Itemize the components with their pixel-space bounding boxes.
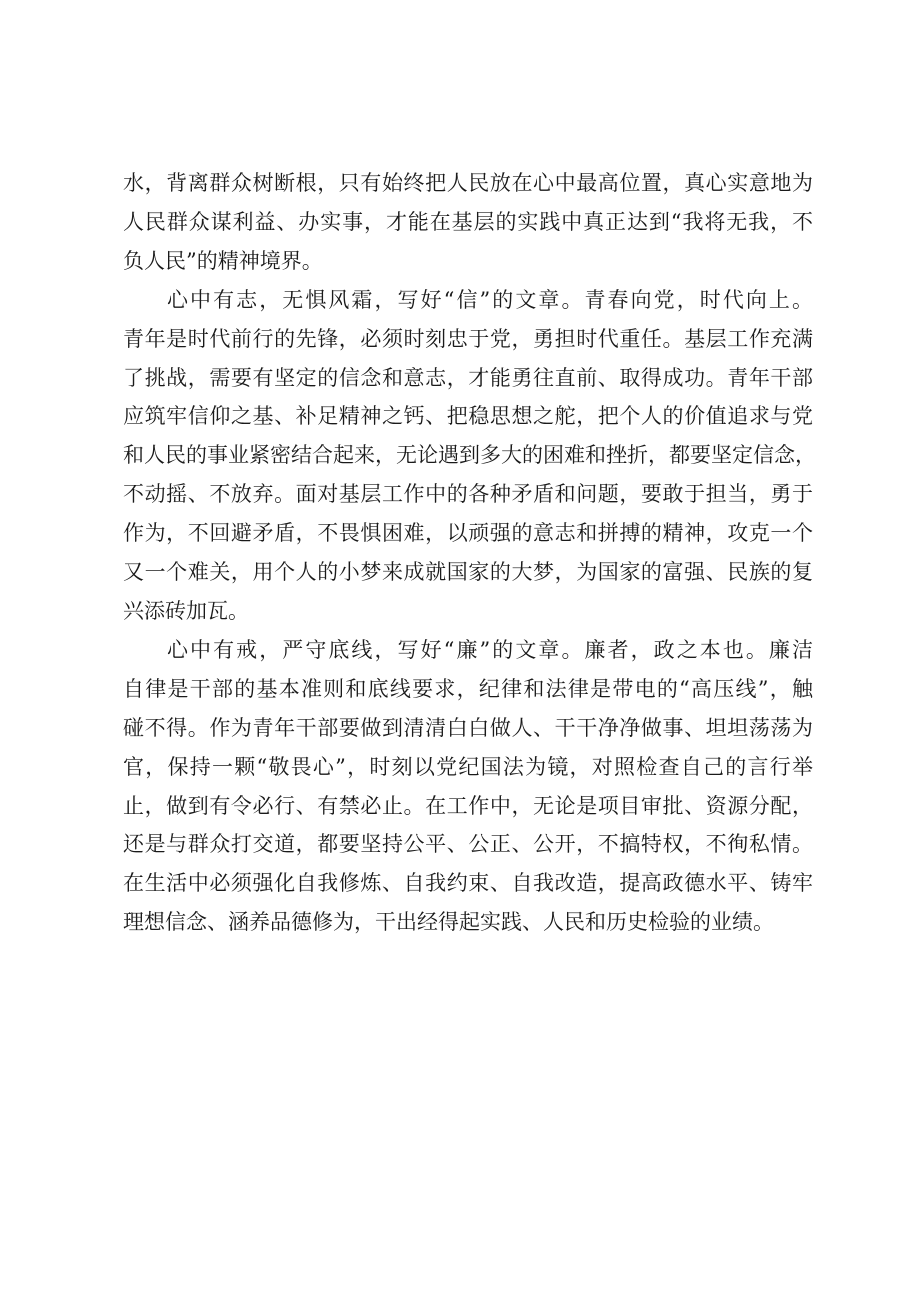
- text-line: 心中有志，无惧风霜，写好“信”的文章。青春向党，时代向上。: [167, 287, 813, 312]
- text-line: 不动摇、不放弃。面对基层工作中的各种矛盾和问题，要敢于担当，勇于: [123, 482, 813, 507]
- text-line: 心中有戒，严守底线，写好“廉”的文章。廉者，政之本也。廉洁: [167, 637, 813, 662]
- text-line: 还是与群众打交道，都要坚持公平、公正、公开，不搞特权，不徇私情。: [123, 832, 813, 857]
- text-line: 人民群众谋利益、办实事，才能在基层的实践中真正达到“我将无我，不: [123, 209, 813, 234]
- text-line: 和人民的事业紧密结合起来，无论遇到多大的困难和挫折，都要坚定信念，: [123, 443, 816, 468]
- text-line: 兴添砖加瓦。: [123, 598, 249, 623]
- text-line: 止，做到有令必行、有禁必止。在工作中，无论是项目审批、资源分配，: [123, 793, 813, 818]
- document-body: [123, 164, 816, 942]
- text-line: 在生活中必须强化自我修炼、自我约束、自我改造，提高政德水平、铸牢: [123, 871, 813, 896]
- paragraph-3: [123, 631, 813, 942]
- text-line: 作为，不回避矛盾，不畏惧困难，以顽强的意志和拼搏的精神，攻克一个: [123, 521, 813, 546]
- text-line: 了挑战，需要有坚定的信念和意志，才能勇往直前、取得成功。青年干部: [123, 365, 813, 390]
- text-line: 理想信念、涵养品德修为，干出经得起实践、人民和历史检验的业绩。: [123, 910, 774, 935]
- text-line: 碰不得。作为青年干部要做到清清白白做人、干干净净做事、坦坦荡荡为: [123, 715, 813, 740]
- text-line: 负人民”的精神境界。: [123, 248, 323, 273]
- text-line: 水，背离群众树断根，只有始终把人民放在心中最高位置，真心实意地为: [123, 171, 813, 195]
- text-line: 青年是时代前行的先锋，必须时刻忠于党，勇担时代重任。基层工作充满: [123, 326, 813, 351]
- paragraph-2: [123, 281, 816, 631]
- text-line: 应筑牢信仰之基、补足精神之钙、把稳思想之舵，把个人的价值追求与党: [123, 404, 813, 429]
- text-line: 官，保持一颗“敬畏心”，时刻以党纪国法为镜，对照检查自己的言行举: [123, 754, 813, 779]
- paragraph-1: [123, 164, 813, 281]
- text-line: 又一个难关，用个人的小梦来成就国家的大梦，为国家的富强、民族的复: [123, 560, 813, 585]
- text-line: 自律是干部的基本准则和底线要求，纪律和法律是带电的“高压线”，触: [123, 676, 813, 701]
